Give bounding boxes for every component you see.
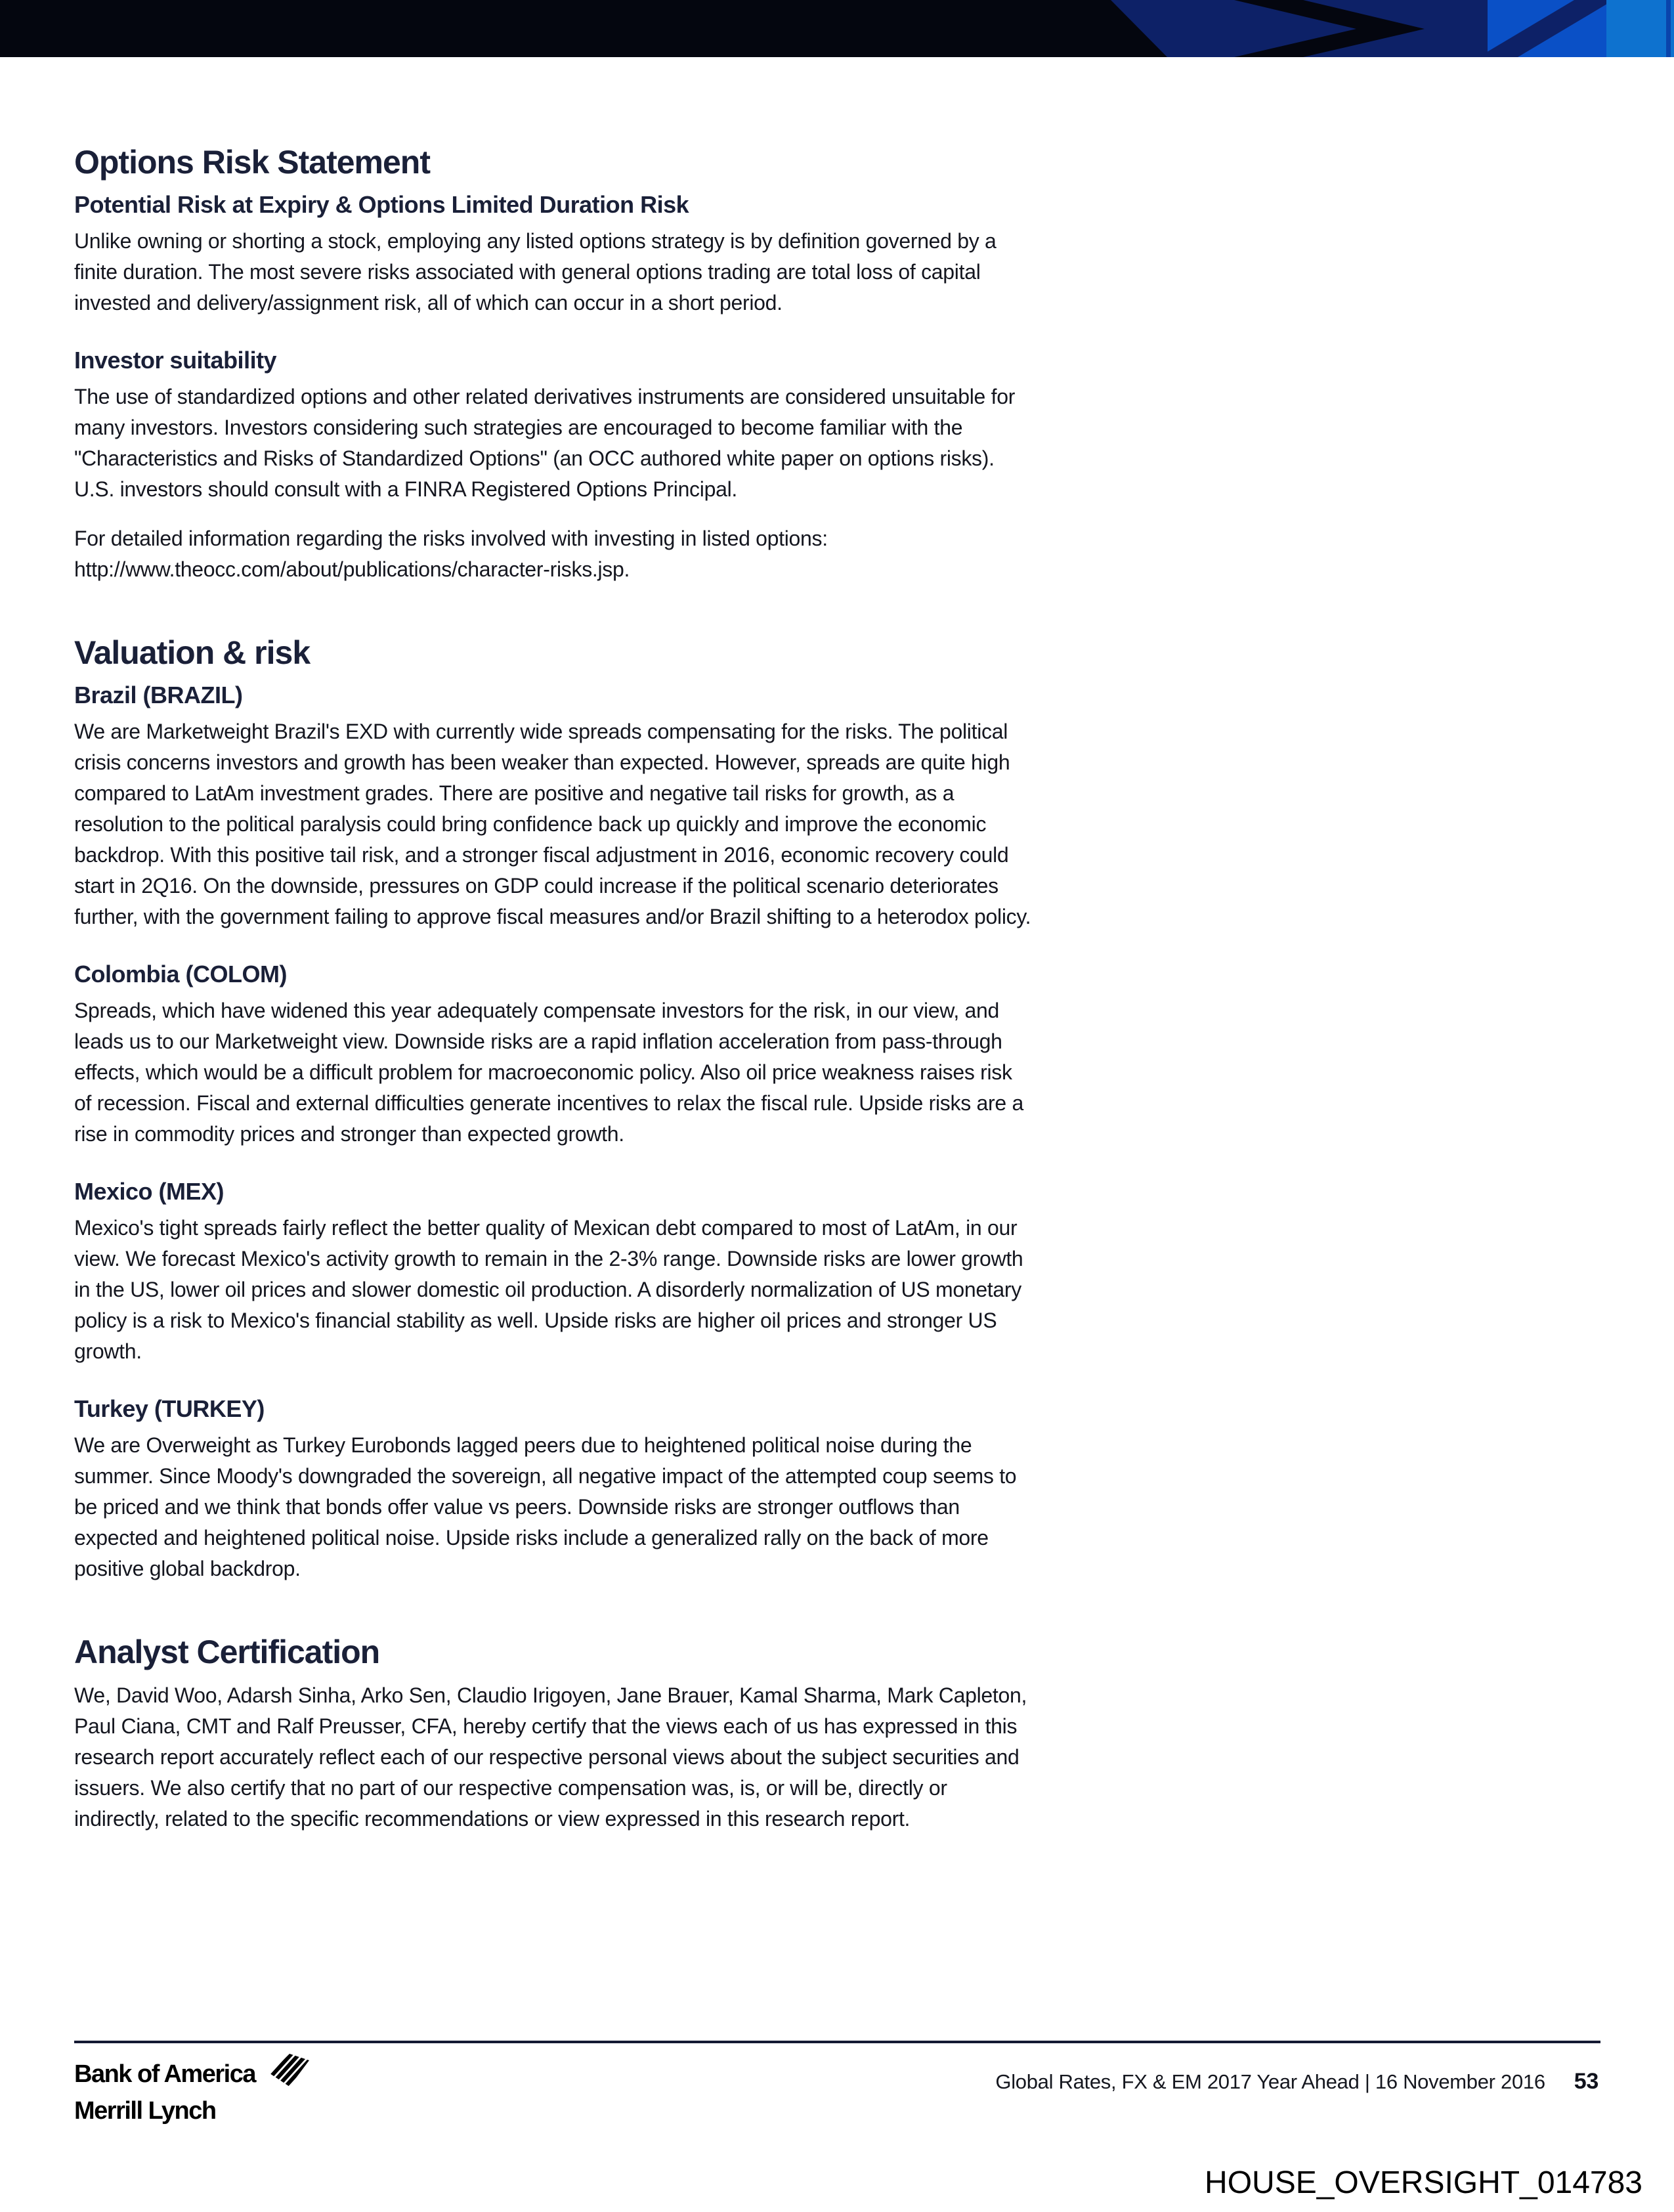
house-oversight-stamp: HOUSE_OVERSIGHT_014783 bbox=[1205, 2165, 1642, 2200]
paragraph-brazil: We are Marketweight Brazil's EXD with currently wide spreads compensating for the risks. The political crisis concerns investors and growth has been weaker than expected. However, spreads are quite high compared to LatAm investment grades. There are positive and negative tail risks for growth, as a resolution to the political paralysis could bring confidence back up quickly and improve the economic backdrop. With this positive tail risk, and a stronger fiscal adjustment in 2016, economic recovery could start in 2Q16. On the downside, pressures on GDP could increase if the political scenario deteriorates further, with the government failing to approve fiscal measures and/or Brazil shifting to a heterodox policy. bbox=[74, 720, 1031, 928]
paragraph-potential-risk: Unlike owning or shorting a stock, employing any listed options strategy is by definition governed by a finite duration. The most severe risks associated with general options trading are total loss of capital invested and delivery/assignment risk, all of which can occur in a short period. bbox=[74, 229, 997, 314]
subheading-turkey: Turkey (TURKEY) bbox=[74, 1395, 265, 1422]
brand-line-bank-of-america: Bank of America bbox=[74, 2060, 255, 2088]
bofa-banner-motif-icon bbox=[0, 0, 1674, 57]
bofa-merrill-lynch-logo bbox=[74, 2059, 313, 2127]
bofa-flag-icon bbox=[265, 2052, 313, 2096]
top-banner bbox=[0, 0, 1674, 57]
footer-page-number: 53 bbox=[1574, 2069, 1599, 2094]
brand-line-merrill-lynch: Merrill Lynch bbox=[74, 2097, 216, 2125]
subheading-investor-suitability: Investor suitability bbox=[74, 347, 277, 374]
footer-report-title: Global Rates, FX & EM 2017 Year Ahead | 16 November 2016 bbox=[995, 2070, 1545, 2093]
subheading-mexico: Mexico (MEX) bbox=[74, 1178, 225, 1205]
footer-meta bbox=[995, 2068, 1599, 2095]
paragraph-mexico: Mexico's tight spreads fairly reflect the better quality of Mexican debt compared to most of LatAm, in our view. We forecast Mexico's activity growth to remain in the 2-3% range. Downside risks are lower growth in the US, lower oil prices and slower domestic oil production. A disorderly normalization of US monetary policy is a risk to Mexico's financial stability as well. Upside risks are higher oil prices and stronger US growth. bbox=[74, 1216, 1023, 1363]
subheading-brazil: Brazil (BRAZIL) bbox=[74, 682, 243, 708]
paragraph-colombia: Spreads, which have widened this year adequately compensate investors for the risk, in our view, and leads us to our Marketweight view. Downside risks are a rapid inflation acceleration from pass-through effects, which would be a difficult problem for macroeconomic policy. Also oil price weakness raises risk of recession. Fiscal and external difficulties generate incentives to relax the fiscal rule. Upside risks are a rise in commodity prices and stronger than expected growth. bbox=[74, 999, 1023, 1146]
paragraph-detailed-information: For detailed information regarding the risks involved with investing in listed options: http://www.theocc.com/about/publications/character-risks.jsp. bbox=[74, 527, 828, 581]
subheading-colombia: Colombia (COLOM) bbox=[74, 961, 287, 987]
paragraph-analyst-certification: We, David Woo, Adarsh Sinha, Arko Sen, Claudio Irigoyen, Jane Brauer, Kamal Sharma, Mark Capleton, Paul Ciana, CMT and Ralf Preusser, CFA, hereby certify that the views each of us has expressed in this research report accurately reflect each of our respective personal views about the subject securities and issuers. We also certify that no part of our respective compensation was, is, or will be, directly or indirectly, related to the specific recommendations or view expressed in this research report. bbox=[74, 1683, 1027, 1831]
paragraph-turkey: We are Overweight as Turkey Eurobonds lagged peers due to heightened political noise during the summer. Since Moody's downgraded the sovereign, all negative impact of the attempted coup seems to be priced and we think that bonds offer value vs peers. Downside risks are stronger outflows than expected and heightened political noise. Upside risks include a generalized rally on the back of more positive global backdrop. bbox=[74, 1433, 1017, 1580]
heading-options-risk-statement: Options Risk Statement bbox=[74, 144, 430, 181]
heading-valuation-risk: Valuation & risk bbox=[74, 634, 311, 671]
footer-divider bbox=[74, 2041, 1600, 2043]
paragraph-investor-suitability: The use of standardized options and other related derivatives instruments are considered unsuitable for many investors. Investors considering such strategies are encouraged to become familiar with the "Characteristics and Risks of Standardized Options" (an OCC authored white paper on options risks). U.S. investors should consult with a FINRA Registered Options Principal. bbox=[74, 385, 1016, 501]
heading-analyst-certification: Analyst Certification bbox=[74, 1634, 380, 1670]
document-body bbox=[74, 143, 1033, 1853]
subheading-potential-risk: Potential Risk at Expiry & Options Limited Duration Risk bbox=[74, 191, 689, 218]
